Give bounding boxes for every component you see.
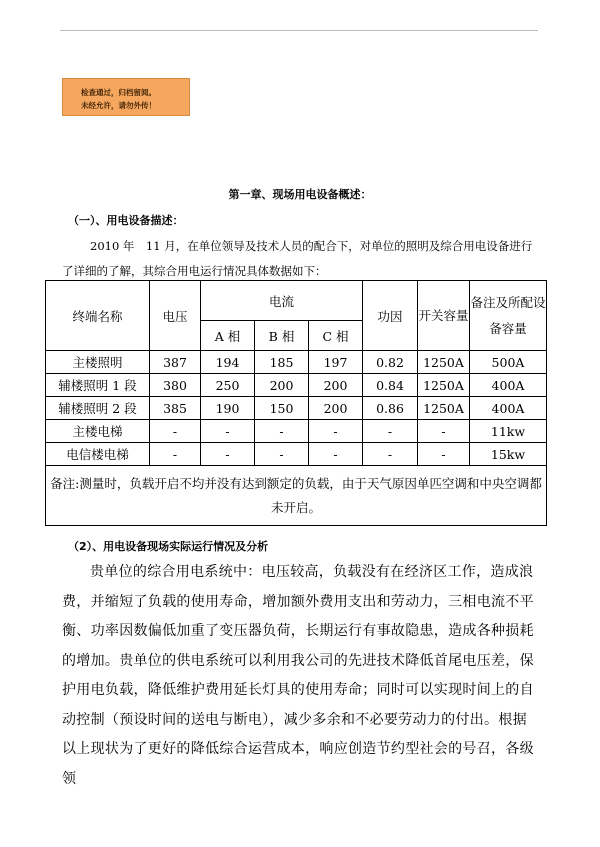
cell-phase-c: 197 [309,351,363,374]
cell-name: 主楼照明 [46,351,150,374]
cell-remark: 400A [470,397,547,420]
cell-voltage: 380 [150,374,201,397]
table-row [46,420,547,443]
cell-phase-a: 250 [201,374,255,397]
cell-phase-a: - [201,420,255,443]
cell-phase-c: - [309,443,363,466]
cell-power-factor: - [363,420,418,443]
cell-phase-b: 150 [255,397,309,420]
cell-phase-c: - [309,420,363,443]
header-phase-c: C 相 [309,321,363,351]
cell-phase-b: - [255,443,309,466]
cell-remark: 400A [470,374,547,397]
cell-phase-b: - [255,420,309,443]
cell-phase-b: 200 [255,374,309,397]
table-row [46,443,547,466]
cell-power-factor: - [363,443,418,466]
cell-voltage: 385 [150,397,201,420]
chapter-title: 第一章、现场用电设备概述： [228,188,372,201]
archive-stamp [62,78,190,116]
header-power-factor: 功因 [363,281,418,351]
cell-phase-a: 190 [201,397,255,420]
cell-remark: 500A [470,351,547,374]
cell-switch: 1250A [418,374,470,397]
header-phase-b: B 相 [255,321,309,351]
cell-name: 辅楼照明 1 段 [46,374,150,397]
cell-voltage: - [150,420,201,443]
cell-switch: 1250A [418,397,470,420]
cell-voltage: - [150,443,201,466]
cell-name: 辅楼照明 2 段 [46,397,150,420]
header-current: 电流 [201,281,363,321]
cell-phase-b: 185 [255,351,309,374]
cell-phase-c: 200 [309,397,363,420]
header-remark-capacity: 备注及所配设备容量 [470,281,547,351]
cell-switch: - [418,420,470,443]
cell-power-factor: 0.84 [363,374,418,397]
cell-switch: - [418,443,470,466]
cell-phase-a: 194 [201,351,255,374]
cell-voltage: 387 [150,351,201,374]
header-switch-capacity: 开关容量 [418,281,470,351]
cell-name: 主楼电梯 [46,420,150,443]
section-2-body: 贵单位的综合用电系统中：电压较高，负载没有在经济区工作，造成浪费，并缩短了负载的使用寿命，增加额外费用支出和劳动力，三相电流不平衡、功率因数偏低加重了变压器负荷，长期运行有事故隐患，造成各种损耗的增加。贵单位的供电系统可以利用我公司的先进技术降低首尾电压差，保护用电负载，降低维护费用延长灯具的使用寿命；同时可以实现时间上的自动控制（预设时间的送电与断电），减少多余和不必要劳动力的付出。根据以上现状为了更好的降低综合运营成本，响应创造节约型社会的号召，各级领 [62,564,534,787]
cell-remark: 11kw [470,420,547,443]
section-1-intro: 2010 年 11 月，在单位领导及技术人员的配合下，对单位的照明及综合用电设备进行了详细的了解，其综合用电运行情况具体数据如下： [62,239,533,278]
section-2-heading: （2）、用电设备现场实际运行情况及分析 [68,540,269,553]
table-row [46,374,547,397]
header-rule [60,30,538,31]
cell-phase-a: - [201,443,255,466]
section-1-heading: （一）、用电设备描述： [68,214,184,227]
cell-phase-c: 200 [309,374,363,397]
cell-switch: 1250A [418,351,470,374]
power-data-table [45,280,547,526]
cell-power-factor: 0.86 [363,397,418,420]
table-row [46,397,547,420]
header-voltage: 电压 [150,281,201,351]
cell-power-factor: 0.82 [363,351,418,374]
stamp-line-2: 未经允许，请勿外传！ [81,101,156,110]
stamp-line-1: 检查通过，归档留阅。 [81,88,156,97]
header-name: 终端名称 [46,281,150,351]
cell-remark: 15kw [470,443,547,466]
table-row [46,351,547,374]
cell-name: 电信楼电梯 [46,443,150,466]
header-phase-a: A 相 [201,321,255,351]
table-note: 备注:测量时，负载开启不均并没有达到额定的负载，由于天气原因单匹空调和中央空调都未开启。 [46,466,547,526]
